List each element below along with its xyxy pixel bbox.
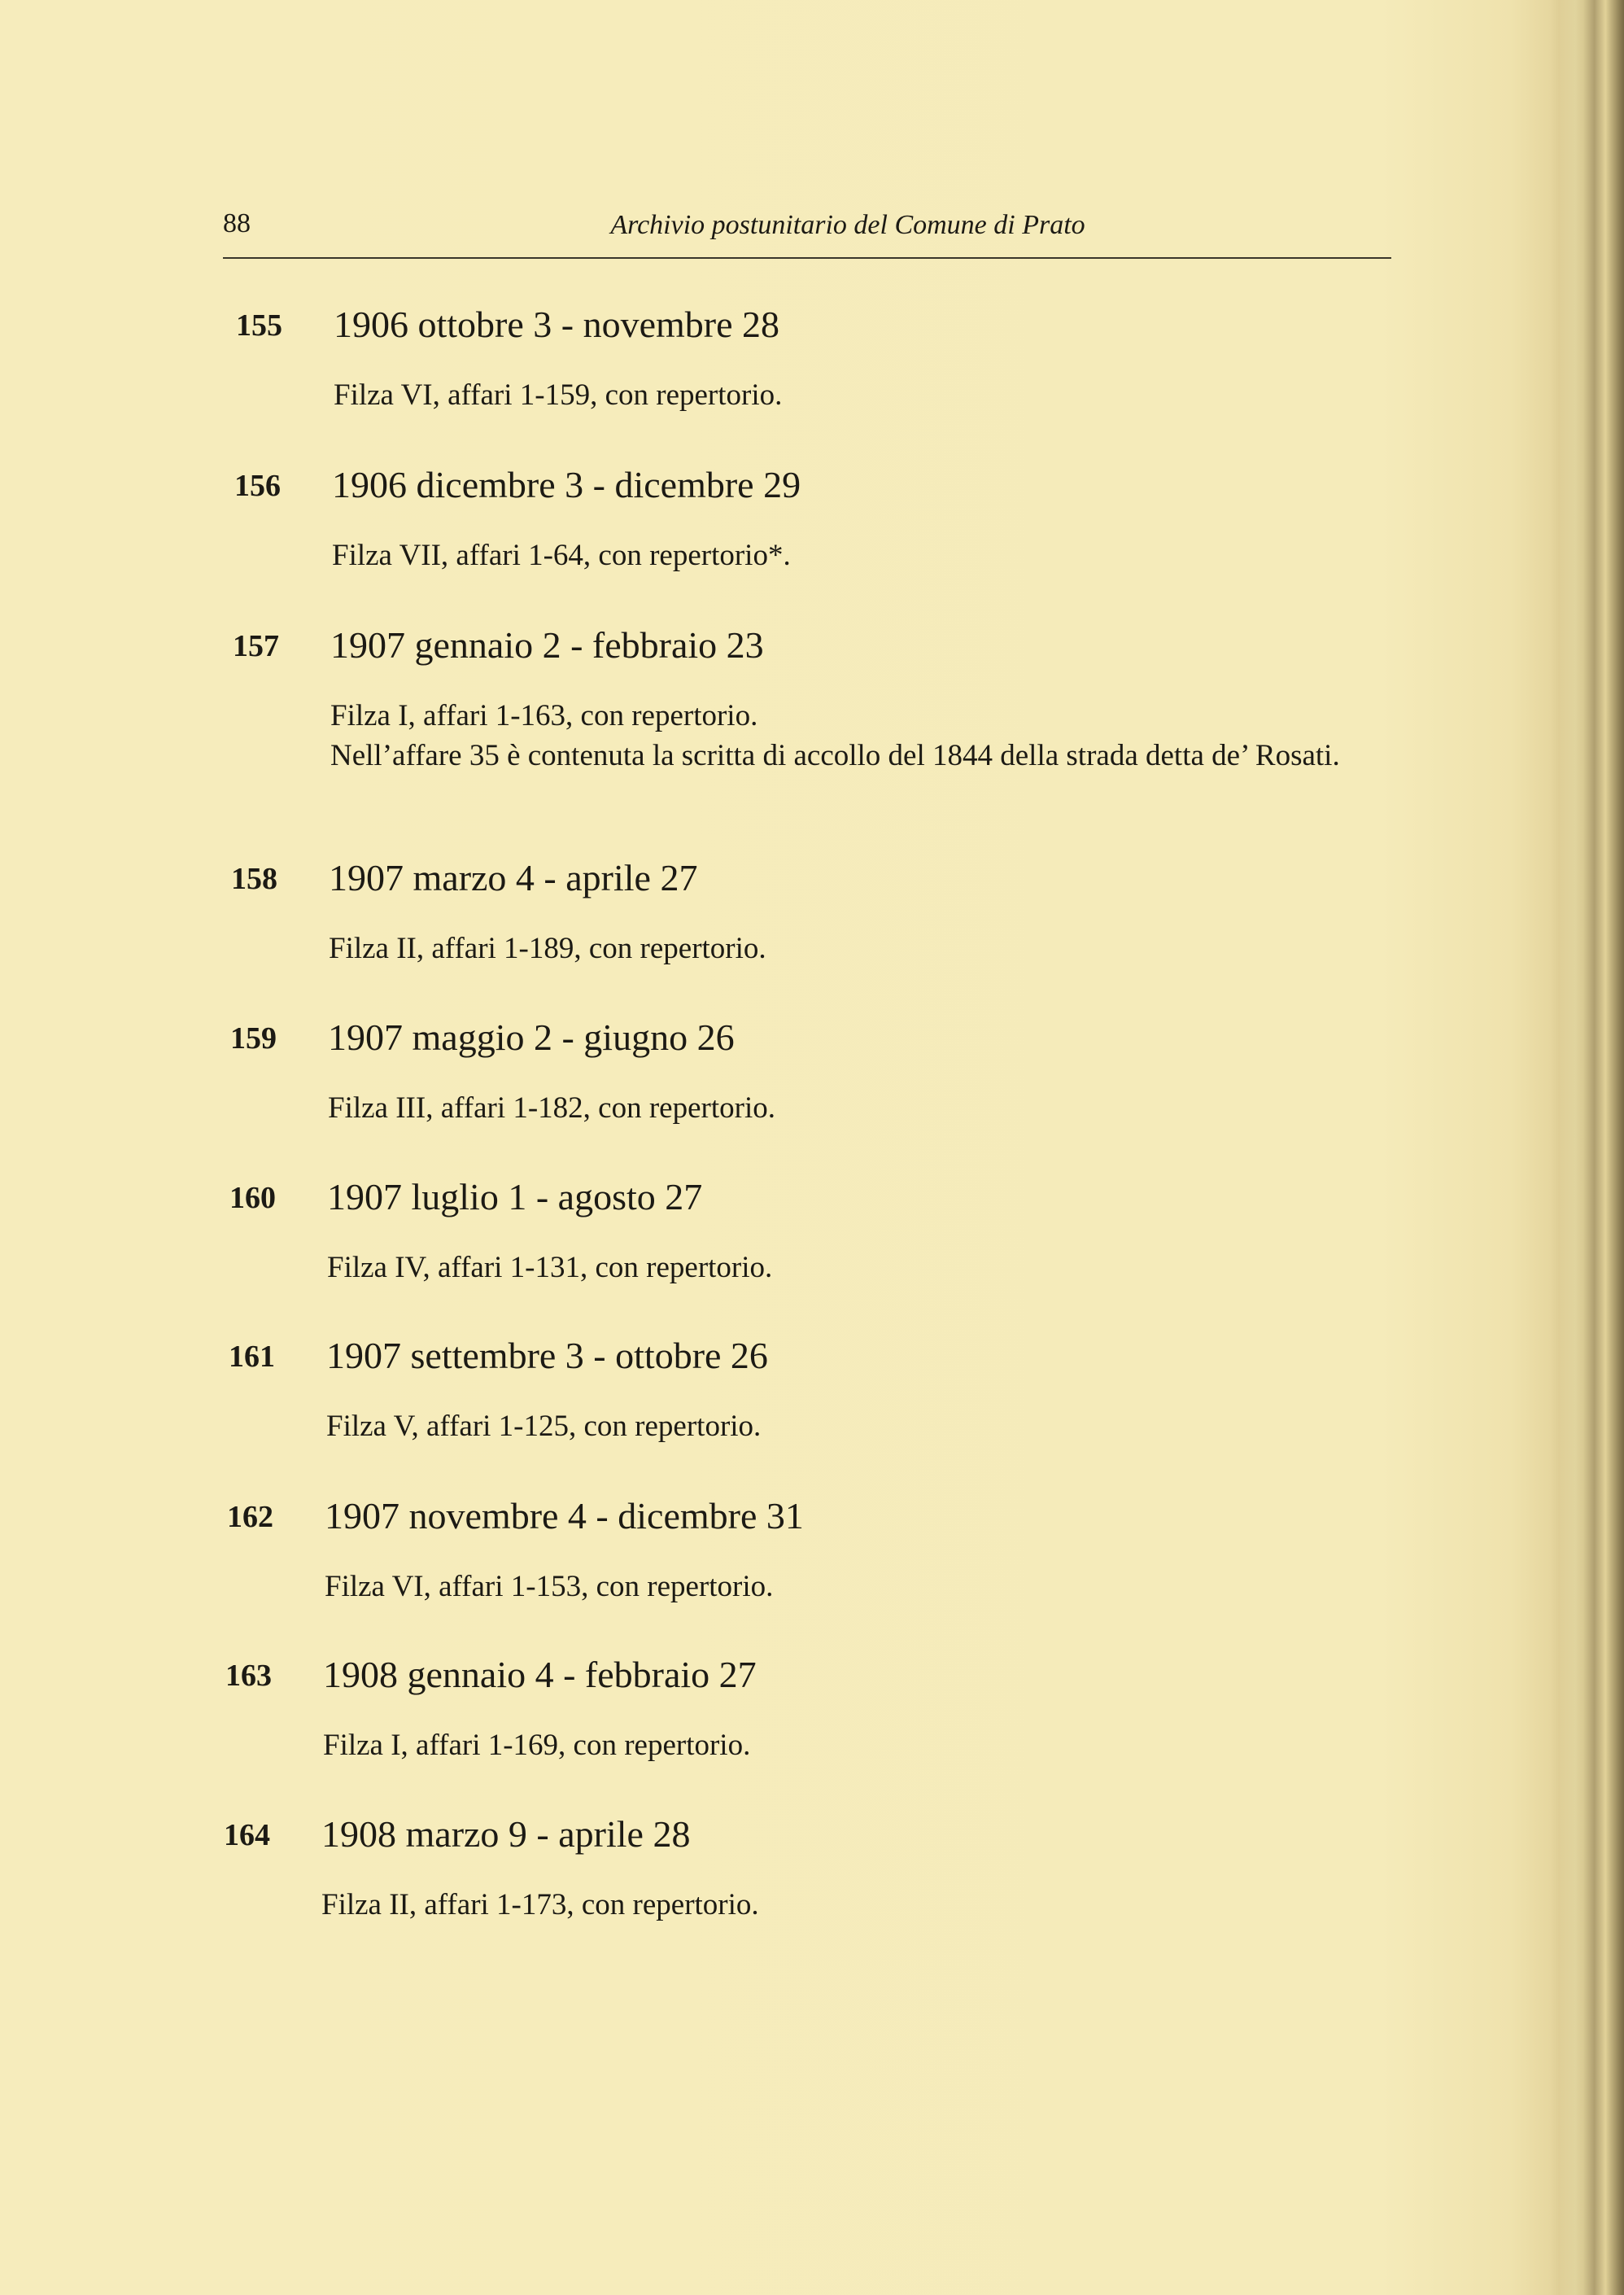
entry-date: 1907 maggio 2 - giugno 26 [328, 1016, 735, 1058]
page-number: 88 [223, 208, 251, 238]
entry-number: 157 [233, 629, 279, 663]
entry-description: Filza IV, affari 1-131, con repertorio. [327, 1251, 773, 1284]
page-spine-shadow [1550, 0, 1624, 2295]
entry-description: Filza VII, affari 1-64, con repertorio*. [332, 539, 791, 572]
entry-number: 155 [236, 308, 282, 343]
entry-date: 1906 ottobre 3 - novembre 28 [334, 304, 780, 345]
entry-number: 163 [225, 1659, 272, 1693]
entry-date: 1907 luglio 1 - agosto 27 [327, 1176, 703, 1217]
entry-description: Filza II, affari 1-189, con repertorio. [329, 932, 766, 965]
entry-number: 160 [229, 1181, 276, 1215]
entry-number: 161 [229, 1340, 275, 1374]
running-title: Archivio postunitario del Comune di Prato [610, 210, 1085, 240]
entry-description: Filza V, affari 1-125, con repertorio. [326, 1410, 762, 1443]
entry-date: 1906 dicembre 3 - dicembre 29 [332, 464, 801, 505]
entry-number: 158 [231, 862, 277, 896]
entry-number: 159 [230, 1021, 277, 1056]
entry-description: Filza I, affari 1-169, con repertorio. [323, 1729, 751, 1762]
entry-number: 156 [234, 469, 281, 503]
entry-description: Filza II, affari 1-173, con repertorio. [321, 1888, 759, 1921]
entry-date: 1907 settembre 3 - ottobre 26 [326, 1335, 768, 1376]
entry-number: 164 [224, 1818, 270, 1852]
page-header [223, 205, 1391, 259]
entry-date: 1907 gennaio 2 - febbraio 23 [330, 624, 764, 666]
entry-date: 1908 marzo 9 - aprile 28 [321, 1813, 691, 1855]
entry-description: Filza III, affari 1-182, con repertorio. [328, 1091, 775, 1125]
entry-date: 1907 marzo 4 - aprile 27 [329, 857, 698, 898]
entry-number: 162 [227, 1500, 273, 1534]
entry-date: 1907 novembre 4 - dicembre 31 [325, 1495, 804, 1537]
entry-description: Filza VI, affari 1-159, con repertorio. [334, 378, 783, 412]
entry-description: Filza VI, affari 1-153, con repertorio. [325, 1570, 774, 1603]
entry-note: Nell’affare 35 è contenuta la scritta di accollo del 1844 della strada detta de’ Rosati. [330, 739, 1340, 772]
entry-date: 1908 gennaio 4 - febbraio 27 [323, 1654, 757, 1695]
entry-description: Filza I, affari 1-163, con repertorio. [330, 699, 758, 732]
